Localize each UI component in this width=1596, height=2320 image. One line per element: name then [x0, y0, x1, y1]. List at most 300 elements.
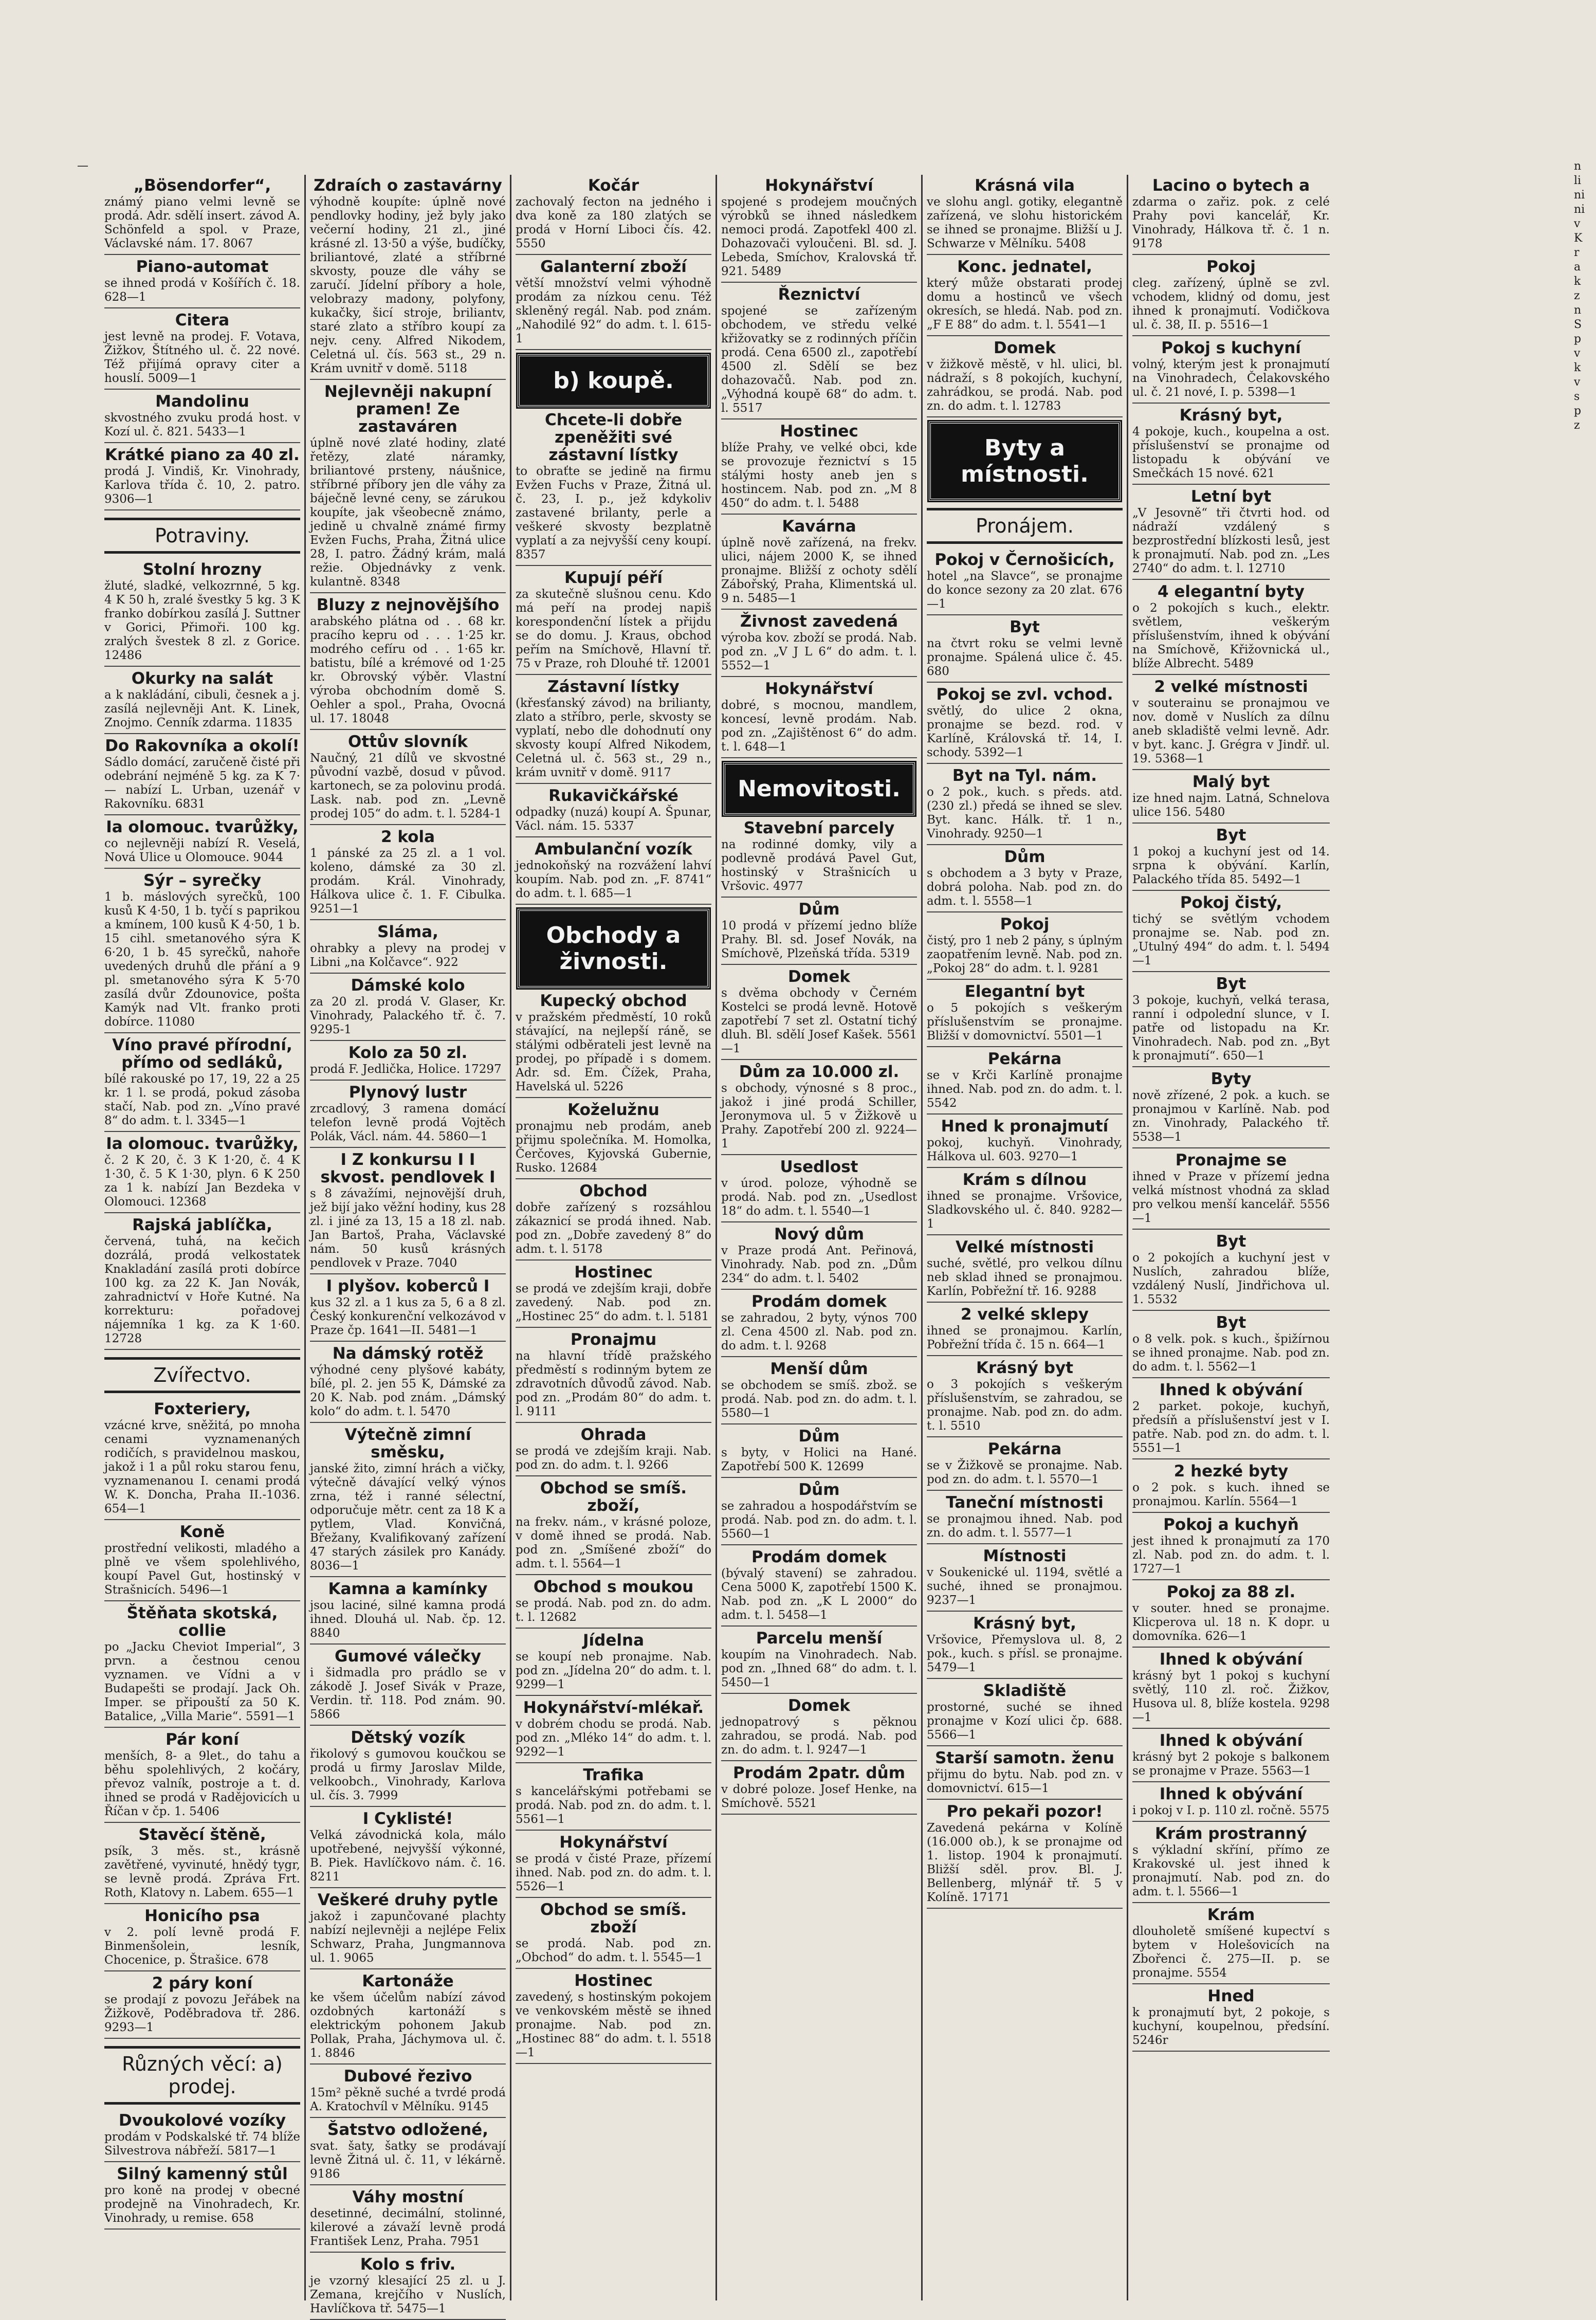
ad-body: o 2 pok. s kuch. ihned se pronajmou. Karlín. 5564—1: [1132, 1481, 1330, 1508]
classified-ad: [927, 1494, 1123, 1544]
ad-headline: Pokoj a kuchyň: [1163, 1515, 1299, 1534]
ad-headline: Ihned k obývání: [1159, 1785, 1303, 1803]
ad-headline: Kolo za 50 zl.: [348, 1044, 468, 1062]
ad-headline: Pokoj za 88 zl.: [1166, 1583, 1296, 1601]
classified-ad: [104, 446, 300, 510]
ad-headline: Domek: [788, 1696, 850, 1715]
section-heading: Pronájem.: [927, 508, 1123, 544]
ad-body: s byty, v Holici na Hané. Zapotřebí 500 K. 12699: [721, 1446, 917, 1473]
ad-headline: Foxteriery,: [154, 1400, 251, 1418]
ad-headline: Stolní hrozny: [142, 560, 262, 579]
ad-headline: Krásný byt,: [973, 1614, 1076, 1633]
classified-ad: [721, 613, 917, 677]
ad-headline: Krásný byt: [976, 1359, 1073, 1377]
classified-ad: [104, 1907, 300, 1971]
ad-headline: Dětský vozík: [351, 1728, 465, 1747]
classified-ad: [927, 848, 1123, 912]
ad-headline: Pokoj: [1000, 915, 1050, 934]
classified-ad: [927, 1803, 1123, 1909]
edge-letter: z: [1574, 419, 1580, 432]
ad-body: prostorné, suché se ihned pronajme v Kozí ulici čp. 688. 5566—1: [927, 1701, 1123, 1742]
classified-ad: [927, 1306, 1123, 1356]
ad-headline: Usedlost: [780, 1158, 858, 1176]
ad-body: jest ihned k pronajmutí za 170 zl. Nab. pod zn. do adm. t. l. 1727—1: [1132, 1535, 1330, 1576]
section-heading: Zvířectvo.: [104, 1357, 300, 1393]
ad-headline: Bluzy z nejnovějšího: [316, 596, 500, 614]
classified-ad: [721, 1360, 917, 1424]
ad-body: ke všem účelům nabízí závod ozdobných kartonáží s elektrickým pohonem Jakub Pollak, Praha, Jáchymova ul. č. 1. 8846: [310, 1991, 506, 2060]
classified-ad: [1132, 1987, 1330, 2052]
ad-headline: Byt: [1010, 618, 1040, 636]
edge-letter: K: [1574, 232, 1583, 245]
ad-body: za 20 zl. prodá V. Glaser, Kr. Vinohrady, Palackého tř. č. 7. 9295-1: [310, 995, 506, 1036]
ad-headline: Hostinec: [574, 1263, 653, 1282]
ad-body: s výkladní skříní, přímo ze Krakovské ul. jest ihned k pronajmutí. Nab. pod zn. do adm. t. l. 5566—1: [1132, 1843, 1330, 1898]
ad-headline: Kupují péří: [564, 569, 663, 587]
ad-headline: Řeznictví: [778, 285, 860, 304]
ad-body: krásný byt 1 pokoj s kuchyní světlý, 110 zl. roč. Žižkov, Husova ul. 8, blíže kostela. 9298—1: [1132, 1669, 1330, 1724]
classified-ad: [104, 1036, 300, 1132]
classified-ad: [516, 569, 711, 675]
corner-mark: —: [77, 159, 88, 172]
classified-ad: [516, 1331, 711, 1423]
ad-body: čistý, pro 1 neb 2 pány, s úplným zaopatřením levně. Nab. pod zn. „Pokoj 28“ do adm. t. l. 9281: [927, 934, 1123, 975]
ad-body: Naučný, 21 dílů ve skvostné původní vazbě, dosud v původ. kartonech, se za polovinu prodá. Lask. nab. pod zn. „Levně prodej 105“ do adm. t. l. 5284-1: [310, 752, 506, 820]
ad-headline: Rajská jablíčka,: [132, 1216, 272, 1234]
edge-letter: r: [1574, 246, 1580, 259]
edge-letter: n: [1574, 304, 1582, 317]
ad-body: v dobrém chodu se prodá. Nab. pod zn. „Mléko 14“ do adm. t. l. 9292—1: [516, 1718, 711, 1759]
classified-ad: [310, 1891, 506, 1969]
classified-ad: [310, 733, 506, 825]
classified-ad: [1132, 1233, 1330, 1311]
ad-body: (křesťanský závod) na brilianty, zlato a stříbro, perle, skvosty se vyplatí, nebo dle dohodnutí ony skvosty koupí Alfred Nikodem, Celetná ul. č. 563 st., 29 n., krám uvnitř v domě. 9117: [516, 697, 711, 779]
ad-headline: Dvoukolové vozíky: [118, 2111, 286, 2130]
ad-headline: Dům za 10.000 zl.: [739, 1063, 900, 1081]
ad-headline: Kamna a kamínky: [328, 1580, 488, 1598]
classified-ad: [927, 618, 1123, 683]
ad-body: s dvěma obchody v Černém Kostelci se prodá levně. Hotově zapotřebí 7 set zl. Ostatní tichý dluh. Bl. sdělí Josef Kašek. 5561—1: [721, 987, 917, 1055]
classified-ad: [310, 1084, 506, 1148]
ad-headline: Hokynářství-mlékař.: [523, 1698, 704, 1717]
ad-headline: Koně: [179, 1523, 225, 1541]
ad-body: Velká závodnická kola, málo upotřebené, nejvyšší výkonné, B. Piek. Havlíčkovo nám. č. 16. 8211: [310, 1829, 506, 1884]
ad-body: jsou laciné, silné kamna prodá ihned. Dlouhá ul. Nab. čp. 12. 8840: [310, 1599, 506, 1640]
edge-letter: li: [1574, 174, 1582, 187]
ad-headline: Ambulanční vozík: [535, 840, 692, 858]
classified-ad: [721, 1630, 917, 1694]
classified-ad: [721, 968, 917, 1060]
ad-body: spojené s prodejem moučných výrobků se ihned následkem nemoci prodá. Zapotfekl 400 zl. Dohazovači vyloučeni. Bl. sd. J. Lebeda, Smíchov, Kralovská tř. 921. 5489: [721, 195, 917, 278]
ad-body: o 2 pokojích s kuch., elektr. světlem, veškerým příslušenstvím, ihned k obývání na Smíchově, Křižovnická ul., blíže Albrecht. 5489: [1132, 601, 1330, 670]
classified-ad: [310, 177, 506, 380]
classified-ad: [927, 1118, 1123, 1168]
classified-ad: [310, 1810, 506, 1888]
ad-body: červená, tuhá, na kečich dozrálá, prodá velkostatek Knakladání zasílá proti dobírce 100 kg. za 22 K. Jan Novák, zahradnictví v Hoře Kutné. Na korrekturu: pořadovej nájemníka 1 kg. za K 1·60. 12728: [104, 1235, 300, 1345]
ad-headline: Krásná vila: [975, 176, 1075, 195]
edge-letter: z: [1574, 289, 1580, 302]
ad-headline: 4 elegantní byty: [1158, 582, 1305, 601]
ad-headline: Hned: [1207, 1987, 1255, 2005]
ad-body: pronajmu neb prodám, aneb přijmu společníka. M. Homolka, Čerčoves, Kyjovská Gubernie, Rusko. 12684: [516, 1120, 711, 1175]
classified-ad: [310, 1580, 506, 1645]
classified-ad: [516, 678, 711, 784]
classified-ad: [1132, 1070, 1330, 1148]
ad-headline: Pokoj s kuchyní: [1161, 339, 1301, 357]
ad-headline: Pár koní: [166, 1730, 239, 1749]
classified-ad: [104, 258, 300, 308]
ad-headline: Krám s dílnou: [962, 1171, 1087, 1189]
ad-body: psík, 3 měs. st., krásně zavětřené, vyvinuté, hnědý tygr, se levně prodá. Zpráva Frt. Roth, Klatovy n. Labem. 655—1: [104, 1844, 300, 1899]
classified-ad: [516, 1699, 711, 1763]
classified-ad: [927, 339, 1123, 417]
ad-headline: Domek: [788, 967, 850, 986]
edge-letter: a: [1574, 261, 1581, 273]
column-5: [923, 175, 1128, 2300]
classified-ad: [516, 1834, 711, 1898]
ad-headline: Malý byt: [1192, 773, 1270, 791]
ad-body: se ihned prodá v Košířích č. 18. 628—1: [104, 277, 300, 304]
ad-headline: Sláma,: [377, 923, 438, 941]
classified-ad: [721, 518, 917, 610]
ad-body: je vzorný klesající 25 zl. u J. Zemana, krejčího v Nuslích, Havlíčkova tř. 5475—1: [310, 2274, 506, 2315]
classified-ad: [104, 1523, 300, 1601]
ad-body: 3 pokoje, kuchyň, velká terasa, ranní i odpolední slunce, v I. patře od listopadu na Kr. Vinohradech. Nab. pod zn. „Byt k pronajmutí“. 650—1: [1132, 994, 1330, 1063]
ad-body: se prodá. Nab. pod zn. do adm. t. l. 12682: [516, 1597, 711, 1624]
ad-headline: Hokynářství: [765, 680, 873, 698]
classified-ad: [310, 1151, 506, 1274]
ad-headline: Parcelu menší: [756, 1629, 883, 1648]
classified-ad: [516, 177, 711, 255]
ad-body: suché, světlé, pro velkou dílnu neb sklad ihned se pronajmou. Karlín, Pobřežní tř. 16. 9288: [927, 1257, 1123, 1298]
classified-ad: [927, 177, 1123, 255]
ad-body: volný, kterým jest k pronajmutí na Vinohradech, Čelakovského ul. č. 21 nové, I. p. 5398—1: [1132, 358, 1330, 399]
edge-letter: ni: [1574, 189, 1585, 202]
ad-headline: Kavárna: [782, 517, 856, 536]
ad-body: s 8 závažími, nejnovější druh, jež bijí jako věžní hodiny, kus 28 zl. i jiné za 13, 15 a 18 zl. nab. Jan Bartoš, Praha, Václavské nám. 50 kusů krásných pendlovek v Praze. 7040: [310, 1187, 506, 1270]
classified-columns: [100, 175, 1596, 2315]
ad-headline: 2 páry koní: [152, 1974, 253, 1993]
ad-body: i šidmadla pro prádlo se v zákodě J. Josef Sivák v Praze, Verdin. tř. 118. Pod znám. 90. 5866: [310, 1666, 506, 1721]
ad-body: o 2 pokojích a kuchyní jest v Nuslích, zahradou blíže, vzdálený Nuslí, Jindřichova ul. 1. 5532: [1132, 1251, 1330, 1306]
classified-ad: [104, 312, 300, 390]
ad-headline: Mandolinu: [155, 392, 249, 411]
ad-body: 15m² pěkně suché a tvrdé prodá A. Kratochvíl v Mělníku. 9145: [310, 2086, 506, 2113]
classified-ad: [104, 818, 300, 869]
classified-ad: [721, 680, 917, 758]
ad-headline: 2 hezké byty: [1173, 1462, 1289, 1481]
classified-ad: [310, 1648, 506, 1726]
ad-body: se v Krči Karlíně pronajme ihned. Nab. pod zn. do adm. t. l. 5542: [927, 1069, 1123, 1110]
section-heading: Potraviny.: [104, 518, 300, 554]
section-banner: b) koupě.: [518, 354, 709, 407]
classified-ad: [310, 828, 506, 920]
classified-ad: [516, 992, 711, 1098]
ad-body: 2 parket. pokoje, kuchyň, předsíň a příslušenství jest v I. patře. Nab. pod zn. do adm. t. l. 5551—1: [1132, 1400, 1330, 1455]
ad-body: se v Žižkově se pronajme. Nab. pod zn. do adm. t. l. 5570—1: [927, 1459, 1123, 1486]
classified-ad: [516, 1479, 711, 1575]
classified-ad: [721, 177, 917, 283]
classified-ad: [310, 1345, 506, 1423]
ad-body: v Soukenické ul. 1194, světlé a suché, ihned se pronajmou. 9237—1: [927, 1566, 1123, 1607]
ad-body: po „Jacku Cheviot Imperial“, 3 prvn. a čestnou cenou vyznamen. ve Vídni a v Budapešti se prodají. Jack Oh. Imper. se připouští za 50 K. Batalice, „Villa Marie“. 5591—1: [104, 1640, 300, 1723]
ad-headline: Živnost zavedená: [740, 612, 898, 631]
classified-ad: [927, 686, 1123, 764]
ad-body: ihned se pronajmou. Karlín, Pobřežní třída č. 15 n. 664—1: [927, 1324, 1123, 1351]
ad-body: co nejlevněji nabízí R. Veselá, Nová Ulice u Olomouce. 9044: [104, 837, 300, 864]
ad-headline: Sýr – syrečky: [143, 871, 262, 890]
ad-headline: Dámské kolo: [351, 976, 465, 995]
ad-headline: Hokynářství: [559, 1833, 668, 1852]
classified-ad: [927, 767, 1123, 845]
classified-ad: [104, 1975, 300, 2039]
classified-ad: [516, 1264, 711, 1328]
ad-body: přijmu do bytu. Nab. pod zn. v domovnictví. 615—1: [927, 1768, 1123, 1795]
classified-ad: [721, 1428, 917, 1478]
classified-ad: [310, 1729, 506, 1807]
ad-body: výhodné ceny plyšové kabáty, bílé, pl. 2. jen 55 K, Dámské za 20 K. Nab. pod znám. „Dámský kolo“ do adm. t. l. 5470: [310, 1363, 506, 1418]
classified-ad: [104, 177, 300, 255]
ad-body: jest levně na prodej. F. Votava, Žižkov, Štítného ul. č. 22 nové. Též přijímá opravy citer a houslí. 5009—1: [104, 330, 300, 385]
ad-body: zrcadlový, 3 ramena domácí telefon levně prodá Vojtěch Polák, Václ. nám. 44. 5860—1: [310, 1102, 506, 1143]
classified-ad: [310, 2188, 506, 2253]
ad-headline: Jídelna: [583, 1631, 644, 1650]
ad-body: Zavedená pekárna v Kolíně (16.000 ob.), k se pronajme od 1. listop. 1904 k pronajmutí. Bližší sděl. prov. Bl. J. Bellenberg, mlýnář tř. 5 v Kolíně. 17171: [927, 1821, 1123, 1904]
ad-body: i pokoj v I. p. 110 zl. ročně. 5575: [1132, 1804, 1330, 1817]
ad-headline: Ihned k obývání: [1159, 1650, 1303, 1669]
ad-headline: Dubové řezivo: [343, 2067, 472, 2086]
ad-headline: Chcete-li dobře zpeněžiti své zástavní lístky: [545, 411, 682, 464]
ad-headline: Pekárna: [987, 1050, 1062, 1068]
classified-ad: [1132, 1732, 1330, 1782]
ad-headline: Obchod: [579, 1182, 648, 1200]
ad-headline: Galanterní zboží: [540, 258, 687, 276]
ad-headline: Obchod s moukou: [533, 1578, 694, 1596]
ad-body: skvostného zvuku prodá host. v Kozí ul. č. 821. 5433—1: [104, 411, 300, 439]
column-1: [100, 175, 306, 2300]
classified-ad: [927, 983, 1123, 1047]
classified-ad: [310, 1972, 506, 2065]
ad-body: za skutečně slušnou cenu. Kdo má peří na prodej napiš korespondenční lístek a přijdu se do domu. J. Kraus, obchod peřím na Smíchově, Hlavní tř. 75 v Praze, roh Dlouhé tř. 12001: [516, 588, 711, 670]
ad-body: úplně nové zlaté hodiny, zlaté řetězy, zlaté náramky, briliantové prsteny, náušnice, stříbrné příbory jen dle váhy za báječně levné ceny, se zárukou koupíte, jak všeobecně známo, jedině u chvalně známé firmy Evžen Fuchs, Praha, Žitná ulice 28, I. patro. Žádný krám, malá režie. Objednávky z venk. kulantně. 8348: [310, 436, 506, 589]
ad-headline: Silný kamenný stůl: [117, 2165, 288, 2183]
classified-ad: [1132, 1785, 1330, 1822]
ad-body: se prodají z povozu Jeřábek na Žižkově, Poděbradova tř. 286. 9293—1: [104, 1993, 300, 2034]
ad-body: prodám v Podskalské tř. 74 blíže Silvestrova nábřeží. 5817—1: [104, 2130, 300, 2158]
ad-headline: Dům: [798, 1427, 840, 1446]
classified-ad: [310, 977, 506, 1041]
ad-body: a k nakládání, cibuli, česnek a j. zasílá nejlevněji Ant. K. Linek, Znojmo. Cenník zdarma. 11835: [104, 688, 300, 729]
classified-ad: [1132, 827, 1330, 891]
ad-body: dobře zařízený s rozsáhlou zákaznicí se prodá ihned. Nab. pod zn. „Dobře zavedený 8“ do adm. t. l. 5178: [516, 1201, 711, 1256]
section-banner: Nemovitosti.: [723, 762, 915, 815]
edge-letter: S: [1574, 318, 1582, 331]
edge-letter: n: [1574, 160, 1582, 173]
ad-body: ve slohu angl. gotiky, elegantně zařízená, ve slohu historickém se ihned se pronajme. Bližší u J. Schwarze v Mělníku. 5408: [927, 195, 1123, 250]
ad-headline: 2 velké sklepy: [961, 1305, 1089, 1324]
classified-ad: [1132, 1583, 1330, 1648]
classified-ad: [927, 1359, 1123, 1437]
column-6: [1128, 175, 1334, 2300]
classified-ad: [927, 1171, 1123, 1235]
classified-ad: [310, 2068, 506, 2118]
ad-body: cleg. zařízený, úplně se zvl. vchodem, klidný od domu, jest ihned k pronajmutí. Vodičkova ul. č. 38, II. p. 5516—1: [1132, 277, 1330, 332]
ad-body: v 2. polí levně prodá F. Binmenšolein, lesník, Chocenice, p. Štrašice. 678: [104, 1926, 300, 1967]
ad-body: se prodá ve zdejším kraji, dobře zavedený. Nab. pod zn. „Hostinec 25“ do adm. t. l. 5181: [516, 1282, 711, 1323]
classified-ad: [516, 1578, 711, 1629]
ad-headline: Piano-automat: [136, 258, 269, 276]
ad-headline: Byt: [1216, 975, 1246, 993]
ad-headline: Dům: [798, 900, 840, 919]
ad-headline: Veškeré druhy pytle: [317, 1891, 499, 1909]
ad-body: pro koně na prodej v obecné prodejně na Vinohradech, Kr. Vinohrady, u remise. 658: [104, 2184, 300, 2225]
ad-headline: Obchod se smíš. zboží,: [540, 1479, 687, 1515]
ad-body: svat. šaty, šatky se prodávají levně Žitná ul. č. 11, v lékárně. 9186: [310, 2140, 506, 2181]
classified-ad: [104, 1135, 300, 1213]
classified-ad: [516, 1766, 711, 1831]
ad-headline: Ia olomouc. tvarůžky,: [106, 1135, 299, 1153]
classified-ad: [721, 1293, 917, 1357]
ad-body: prostřední velikosti, mladého a plně ve všem spolehlivého, koupí Pavel Gut, hostinský v Strašnicích. 5496—1: [104, 1542, 300, 1597]
ad-body: se prodá. Nab. pod zn. „Obchod“ do adm. t. l. 5545—1: [516, 1937, 711, 1964]
classified-ad: [104, 561, 300, 667]
classified-ad: [516, 258, 711, 350]
classified-ad: [721, 901, 917, 965]
column-3: [511, 175, 717, 2300]
ad-body: Vršovice, Přemyslova ul. 8, 2 pok., kuch. s přísl. se pronajme. 5479—1: [927, 1633, 1123, 1674]
section-heading: Různých věcí: a) prodej.: [104, 2046, 300, 2105]
column-2: [306, 175, 511, 2315]
ad-body: o 3 pokojích s veškerým příslušenstvím, se zahradou, se pronajme. Nab. pod zn. do adm. t. l. 5510: [927, 1378, 1123, 1433]
ad-headline: Menší dům: [770, 1360, 868, 1378]
ad-headline: Gumové válečky: [334, 1647, 482, 1666]
ad-body: o 5 pokojích s veškerým příslušenstvím se pronajme. Bližší v domovnictví. 5501—1: [927, 1001, 1123, 1043]
classified-ad: [1132, 407, 1330, 485]
ad-headline: Lacino o bytech a: [1152, 176, 1310, 195]
ad-headline: Zástavní lístky: [547, 678, 680, 696]
classified-ad: [1132, 1906, 1330, 1984]
ad-headline: Byty: [1210, 1070, 1252, 1088]
classified-ad: [927, 1682, 1123, 1746]
classified-ad: [721, 1063, 917, 1155]
ad-headline: 2 velké místnosti: [1154, 678, 1308, 696]
classified-ad: [927, 1615, 1123, 1679]
ad-body: na frekv. nám., v krásné poloze, v domě ihned se prodá. Nab. pod zn. „Smíšené zboží“ do adm. t. l. 5564—1: [516, 1515, 711, 1570]
classified-ad: [927, 551, 1123, 615]
classified-ad: [721, 1158, 917, 1222]
classified-ad: [1132, 975, 1330, 1067]
ad-body: v žižkově městě, v hl. ulici, bl. nádraží, s 8 pokojích, kuchyní, zahrádkou, se prodá. Nab. pod zn. do adm. t. l. 12783: [927, 358, 1123, 413]
ad-body: zavedený, s hostinským pokojem ve venkovském městě se ihned pronajme. Nab. pod zn. „Hostinec 88“ do adm. t. l. 5518—1: [516, 1990, 711, 2059]
ad-body: ihned se pronajme. Vršovice, Sladkovského ul. č. 840. 9282—1: [927, 1190, 1123, 1231]
classified-ad: [721, 819, 917, 898]
ad-body: výroba kov. zboží se prodá. Nab. pod zn. „V J L 6“ do adm. t. l. 5552—1: [721, 631, 917, 672]
ad-headline: Ohrada: [580, 1426, 647, 1444]
ad-body: tichý se světlým vchodem pronajme se. Nab. pod zn. „Utulný 494“ do adm. t. l. 5494—1: [1132, 912, 1330, 967]
classified-ad: [927, 1238, 1123, 1303]
classified-ad: [104, 872, 300, 1033]
ad-body: jakož i zapunčované plachty nabízí nejlevněji a nejlépe Felix Schwarz, Praha, Jungmannova ul. 1. 9065: [310, 1910, 506, 1965]
column-4: [717, 175, 923, 2300]
ad-body: krásný byt 2 pokoje s balkonem se pronajme v Praze. 5563—1: [1132, 1750, 1330, 1778]
ad-headline: Prodám 2patr. dům: [732, 1764, 905, 1782]
ad-headline: Taneční místnosti: [946, 1493, 1104, 1512]
edge-letter: p: [1574, 405, 1582, 417]
ad-body: ize hned najm. Latná, Schnelova ulice 156. 5480: [1132, 792, 1330, 819]
classified-ad: [1132, 583, 1330, 675]
ad-body: 1 pokoj a kuchyní jest od 14. srpna k obývání. Karlín, Palackého třída 85. 5492—1: [1132, 845, 1330, 886]
classified-ad: [104, 2165, 300, 2230]
ad-headline: I plyšov. koberců I: [326, 1277, 490, 1295]
ad-body: o 2 pok., kuch. s předs. atd. (230 zl.) předá se ihned se slev. Byt. kanc. Hálk. tř. 1 n., Vinohrady. 9250—1: [927, 785, 1123, 841]
classified-ad: [721, 286, 917, 419]
ad-headline: Ottův slovník: [348, 733, 468, 751]
classified-ad: [516, 787, 711, 837]
classified-ad: [1132, 894, 1330, 972]
ad-headline: Rukavičkářské: [548, 787, 678, 805]
classified-ad: [927, 258, 1123, 336]
classified-ad: [310, 2121, 506, 2185]
classified-ad: [721, 1226, 917, 1290]
classified-ad: [1132, 258, 1330, 336]
ad-headline: „Bösendorfer“,: [133, 176, 271, 195]
ad-body: s kancelářskými potřebami se prodá. Nab. pod zn. do adm. t. l. 5561—1: [516, 1785, 711, 1826]
ad-body: menších, 8- a 9let., do tahu a běhu spolehlivých, 2 kočáry, převoz valník, postroje a t. d. ihned se prodá v Radějovicích u Říčan v čp. 1. 5406: [104, 1749, 300, 1818]
classified-ad: [516, 1101, 711, 1179]
ad-body: na hlavní třídě pražského předměstí s rodinným bytem ze zdravotních důvodů závod. Nab. pod zn. „Prodám 80“ do adm. t. l. 9111: [516, 1349, 711, 1418]
ad-body: v souterainu se pronajmou ve nov. domě v Nuslích za dílnu aneb skladiště velmi levně. Adr. v byt. kanc. J. Grégra v Jindř. ul. 19. 5368—1: [1132, 697, 1330, 765]
classified-ad: [1132, 1314, 1330, 1378]
ad-headline: Kočár: [588, 176, 639, 195]
classified-ad: [1132, 1651, 1330, 1729]
edge-letter: k: [1574, 361, 1581, 374]
classified-ad: [310, 2256, 506, 2320]
ad-headline: Krátké piano za 40 zl.: [105, 446, 300, 464]
ad-headline: 2 kola: [381, 828, 435, 846]
ad-headline: Hokynářství: [765, 176, 873, 195]
classified-ad: [721, 423, 917, 515]
ad-headline: Dům: [798, 1481, 840, 1499]
ad-headline: Byt: [1216, 1313, 1246, 1332]
classified-ad: [721, 1764, 917, 1815]
ad-headline: Ihned k obývání: [1159, 1731, 1303, 1750]
ad-headline: I Cyklisté!: [362, 1810, 453, 1828]
ad-body: v úrod. poloze, výhodně se prodá. Nab. pod zn. „Usedlost 18“ do adm. t. l. 5540—1: [721, 1177, 917, 1218]
ad-body: řikolový s gumovou koučkou se prodá u firmy Jaroslav Milde, velkoobch., Vinohrady, Karlova ul. čís. 3. 7999: [310, 1747, 506, 1802]
ad-body: blíže Prahy, ve velké obci, kde se provozuje řeznictví s 15 stálými hosty aneb jen s hostincem. Nab. pod zn. „M 8 450“ do adm. t. l. 5488: [721, 441, 917, 510]
ad-headline: Prodám domek: [751, 1548, 887, 1566]
ad-body: s obchodem a 3 byty v Praze, dobrá poloha. Nab. pod zn. do adm. t. l. 5558—1: [927, 867, 1123, 908]
classified-ad: [516, 1972, 711, 2064]
classified-ad: [516, 411, 711, 566]
edge-letter: v: [1574, 376, 1581, 389]
ad-body: se pronajmou ihned. Nab. pod zn. do adm. t. l. 5577—1: [927, 1512, 1123, 1540]
classified-ad: [927, 1050, 1123, 1115]
ad-headline: Domek: [994, 339, 1056, 357]
ad-headline: Kupecký obchod: [540, 992, 687, 1010]
classified-ad: [1132, 488, 1330, 580]
edge-letter: v: [1574, 347, 1581, 360]
ad-headline: Nový dům: [774, 1225, 864, 1244]
ad-headline: Krám prostranný: [1155, 1824, 1307, 1843]
classified-ad: [1132, 177, 1330, 255]
ad-body: prodá F. Jedlička, Holice. 17297: [310, 1063, 502, 1076]
ad-body: Sádlo domácí, zaručeně čisté při odebrání nejméně 5 kg. za K 7·— nabízí L. Urban, uzenář v Rakovníku. 6831: [104, 756, 300, 811]
ad-headline: I Z konkursu I I skvost. pendlovek I: [320, 1150, 496, 1186]
ad-body: k pronajmutí byt, 2 pokoje, s kuchyní, koupelnou, předsíní. 5246r: [1132, 2006, 1330, 2047]
ad-headline: Pokoj v Černošicích,: [934, 551, 1115, 569]
ad-body: s obchody, výnosné s 8 proc., jakož i jiné prodá Schiller, Jeronymova ul. 5 v Žižkově u Prahy. Zapotřebí 200 zl. 9224—1: [721, 1082, 917, 1150]
